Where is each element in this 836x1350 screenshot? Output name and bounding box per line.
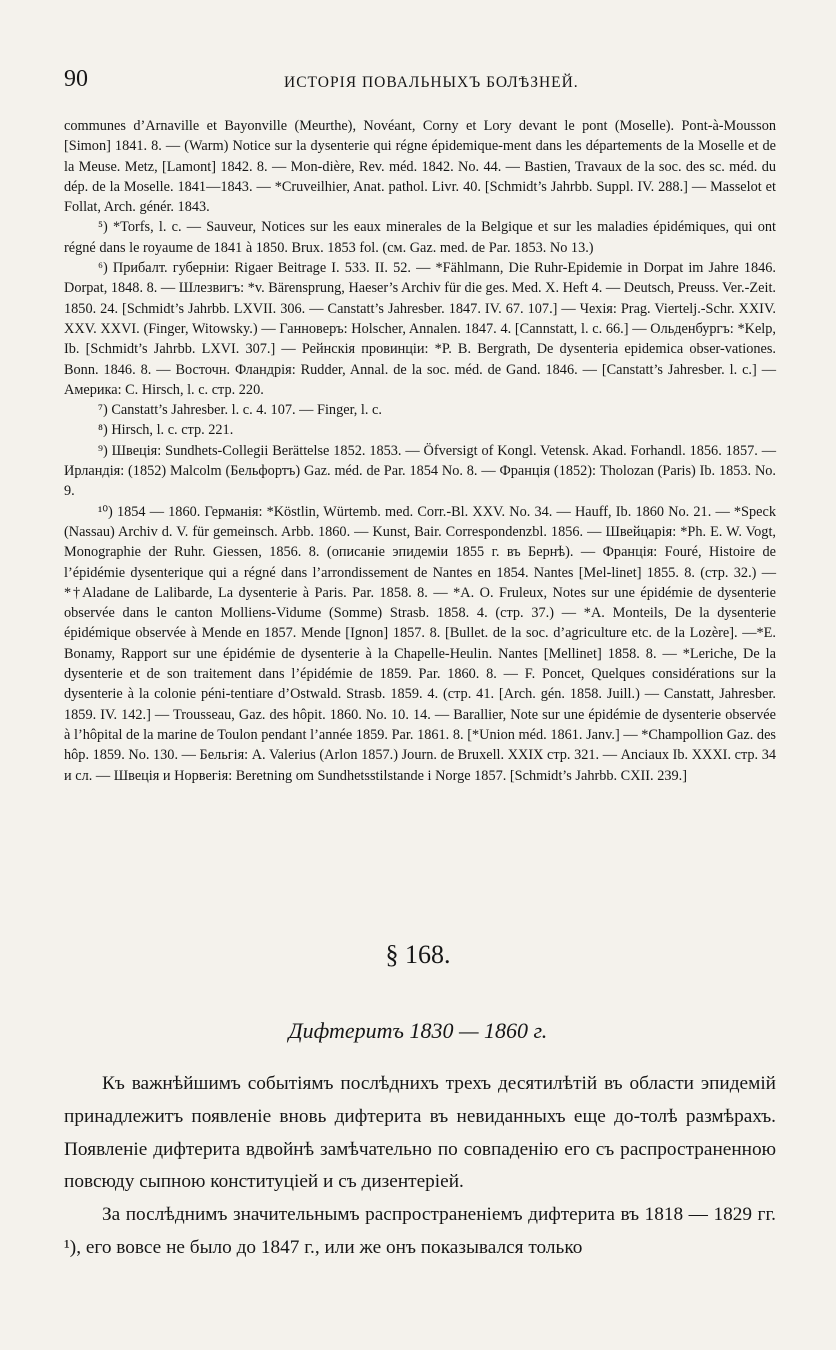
- footnotes-block: [64, 116, 776, 786]
- footnote-continuation: communes d’Arnaville et Bayonville (Meurthe), Novéant, Corny et Lory devant le pont (Moselle). Pont-à-Mousson [Simon] 1841. 8. — (Warm) Notice sur la dysenterie qui régne épidemique-ment dans les départements de la Moselle et de la Meuse. Metz, [Lamont] 1842. 8. — Mon-dière, Rev. méd. 1842. No. 44. — Bastien, Travaux de la soc. des sc. méd. du dép. de la Moselle. 1841—1843. — *Cruveilhier, Anat. pathol. Livr. 40. [Schmidt’s Jahrbb. Suppl. IV. 288.] — Masselot et Follat, Arch. génér. 1843.: [64, 118, 776, 216]
- page-header: [64, 66, 772, 102]
- footnote-9: ⁹) Швеція: Sundhets-Collegii Berättelse 1852. 1853. — Öfversigt of Kongl. Vetensk. Akad. Forhandl. 1856. 1857. — Ирландія: (1852) Malcolm (Бельфортъ) Gaz. méd. de Par. 1854 No. 8. — Франція (1852): Tholozan (Paris) Ib. 1853. No. 9.: [64, 442, 776, 500]
- footnote-6: ⁶) Прибалт. губерніи: Rigaer Beitrage I. 533. II. 52. — *Fählmann, Die Ruhr-Epidemie in Dorpat im Jahre 1846. Dorpat, 1848. 8. — Шлезвигъ: *v. Bärensprung, Haeser’s Archiv für die ges. Med. X. Heft 4. — Deutsch, Preuss. Ver.-Zeit. 1850. 24. [Schmidt’s Jahrbb. LXVII. 306. — Canstatt’s Jahresber. 1847. IV. 67. 107.] — Чехія: Prag. Viertelj.-Schr. XXIV. XXV. XXVI. (Finger, Witowsky.) — Ганноверъ: Holscher, Annalen. 1847. 4. [Cannstatt, l. c. 66.] — Ольденбургъ: *Kelp, Ib. [Schmidt’s Jahrbb. LXVI. 307.] — Рейнскія провинціи: *P. B. Bergrath, De dysenteria epidemica obser-vationes. Bonn. 1846. 8. — Восточн. Фландрія: Rudder, Annal. de la soc. méd. de Gand. 1846. — [Canstatt’s Jahresber. l. c.] — Америка: C. Hirsch, l. c. стр. 220.: [64, 260, 776, 398]
- section-number: § 168.: [385, 940, 451, 969]
- running-title: ИСТОРІЯ ПОВАЛЬНЫХЪ БОЛѢЗНЕЙ.: [284, 74, 579, 91]
- page-number: 90: [64, 66, 88, 92]
- footnote-8: ⁸) Hirsch, l. c. стр. 221.: [98, 422, 234, 439]
- footnote-5: ⁵) *Torfs, l. c. — Sauveur, Notices sur les eaux minerales de la Belgique et sur les maladies épidémiques, qui ont régné dans le royaume de 1841 à 1850. Brux. 1853 fol. (см. Gaz. med. de Par. 1853. No 13.): [64, 219, 776, 256]
- paragraph-2: За послѣднимъ значительнымъ распространеніемъ дифтерита въ 1818 — 1829 гг. ¹), его вовсе не было до 1847 г., или же онъ показывался только: [64, 1204, 776, 1258]
- main-text: [64, 1068, 776, 1265]
- footnote-10: ¹⁰) 1854 — 1860. Германія: *Köstlin, Würtemb. med. Corr.-Bl. XXV. No. 34. — Hauff, Ib. 1860 No. 21. — *Speck (Nassau) Archiv d. V. für gemeinsch. Arbb. 1860. — Kunst, Bair. Correspondenzbl. 1856. — Швейцарія: *Ph. E. W. Vogt, Monographie der Ruhr. Giessen, 1856. 8. (описаніе эпидеміи 1855 г. въ Бернѣ). — Франція: Fouré, Histoire de l’épidémie dysenterique qui a régné dans l’arrondissement de Nantes en 1854. Nantes [Mel-linet] 1855. 8. (стр. 32.) — *†Aladane de Lalibarde, La dysenterie à Paris. Par. 1858. 8. — *A. O. Fruleux, Notes sur une épidémie de dysenterie observée dans le canton Molliens-Vidume (Somme) Strasb. 1858. 4. (стр. 37.) — *A. Monteils, De la dysenterie épidémique observée à Mende en 1857. Mende [Ignon] 1857. 8. [Bullet. de la soc. d’agriculture etc. de la Lozère]. —*E. Bonamy, Rapport sur une épidémie de dysenterie à la Chapelle-Heulin. Nantes [Mellinet] 1858. 8. — *Leriche, De la dysenterie et de son traitement dans l’épidémie de 1859. Par. 1860. 8. — F. Poncet, Quelques considérations sur la dysenterie à la colonie péni-tentiare d’Ostwald. Strasb. 1859. 4. (стр. 41. [Arch. gén. 1858. Juill.) — Canstatt, Jahresber. 1859. IV. 142.] — Trousseau, Gaz. des hôpit. 1860. No. 10. 14. — Barallier, Note sur une épidémie de dysenterie observée à l’hôpital de la marine de Toulon pendant l’année 1859. Par. 1861. 8. [*Union méd. 1861. Janv.] — *Champollion Gaz. des hôp. 1859. No. 130. — Бельгія: A. Valerius (Arlon 1857.) Journ. de Bruxell. XXIX стр. 321. — Anciaux Ib. XXXI. стр. 34 и сл. — Швеція и Норвегія: Beretning om Sundhetsstilstande i Norge 1857. [Schmidt’s Jahrbb. CXII. 239.]: [64, 503, 776, 784]
- footnote-7: ⁷) Canstatt’s Jahresber. l. c. 4. 107. — Finger, l. c.: [98, 402, 382, 419]
- paragraph-1: Къ важнѣйшимъ событіямъ послѣднихъ трехъ десятилѣтій въ области эпидемій принадлежитъ появленіе вновь дифтерита въ невиданныхъ еще до-толѣ размѣрахъ. Появленіе дифтерита вдвойнѣ замѣчательно по совпаденію его съ распространенною повсюду сыпною конституціей и съ дизентеріей.: [64, 1073, 776, 1193]
- section-title: Дифтеритъ 1830 — 1860 г.: [288, 1018, 548, 1043]
